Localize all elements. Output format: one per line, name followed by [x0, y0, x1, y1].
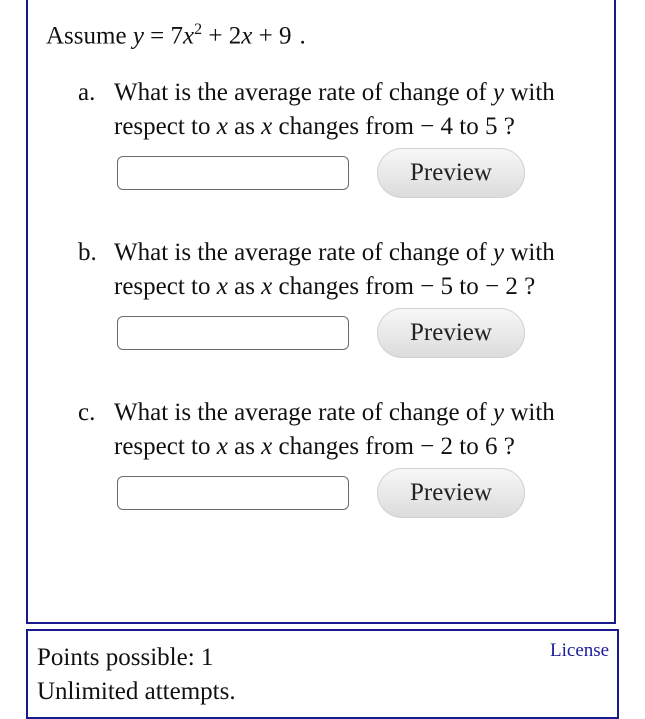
- part-b-qmark: ?: [524, 273, 536, 300]
- part-c-to-word: to: [459, 433, 479, 460]
- part-a-line1-prefix: What is the average rate of change of: [114, 79, 487, 106]
- part-c-to: 6: [484, 433, 498, 460]
- part-a-line1: [114, 76, 555, 110]
- part-a-line2-var2: x: [261, 113, 273, 140]
- part-a-line2-prefix: respect to: [114, 113, 211, 140]
- part-b-line1: [114, 236, 555, 270]
- part-a-qmark: ?: [503, 113, 515, 140]
- part-c-line2-mid: as: [234, 433, 255, 460]
- part-c-line1: [114, 396, 555, 430]
- part-c-qmark: ?: [503, 433, 515, 460]
- part-b-to-word: to: [459, 273, 479, 300]
- part-b-line2-mid: as: [234, 273, 255, 300]
- part-c-line2-var2: x: [261, 433, 273, 460]
- question-stem: [46, 14, 306, 52]
- stem-y-variable: y: [132, 22, 144, 50]
- stem-coef-a: 7: [170, 22, 184, 50]
- part-c-line2-var1: x: [216, 433, 228, 460]
- preview-button-a[interactable]: Preview: [377, 148, 525, 198]
- stem-x-variable-2: x: [241, 22, 253, 50]
- part-b-from: − 5: [420, 273, 454, 300]
- part-a-line2-changes: changes from: [278, 113, 414, 140]
- part-b-line1-var: y: [492, 239, 505, 266]
- stem-plus-2: +: [258, 22, 273, 50]
- stem-exponent: 2: [194, 21, 203, 38]
- part-a-line2-mid: as: [234, 113, 255, 140]
- stem-constant: 9: [278, 22, 292, 50]
- part-a-line1-var: y: [492, 79, 505, 106]
- part-b-label: b.: [78, 239, 97, 266]
- part-a-line2-var1: x: [216, 113, 228, 140]
- part-a-to-word: to: [459, 113, 479, 140]
- part-c-from: − 2: [420, 433, 454, 460]
- part-c-line1-suffix: with: [510, 399, 555, 426]
- points-possible: Points possible: 1: [37, 644, 214, 671]
- stem-coef-b: 2: [228, 22, 242, 50]
- part-c-line2: [114, 430, 515, 464]
- part-c-line1-prefix: What is the average rate of change of: [114, 399, 487, 426]
- answer-input-c[interactable]: [117, 476, 349, 510]
- preview-button-c[interactable]: Preview: [377, 468, 525, 518]
- part-b-line1-suffix: with: [510, 239, 555, 266]
- license-link[interactable]: License: [550, 640, 610, 661]
- preview-button-b[interactable]: Preview: [377, 308, 525, 358]
- part-a-label: a.: [78, 79, 96, 106]
- stem-period: .: [299, 22, 306, 50]
- stem-x-variable: x: [183, 22, 195, 50]
- answer-input-b[interactable]: [117, 316, 349, 350]
- part-a-to: 5: [484, 113, 498, 140]
- stem-plus-1: +: [208, 22, 223, 50]
- part-c-line1-var: y: [492, 399, 505, 426]
- part-b-line2-var2: x: [261, 273, 273, 300]
- attempts-info: Unlimited attempts.: [37, 678, 236, 705]
- part-b-line2: [114, 270, 535, 304]
- part-b-line2-prefix: respect to: [114, 273, 211, 300]
- answer-input-a[interactable]: [117, 156, 349, 190]
- part-c-line2-prefix: respect to: [114, 433, 211, 460]
- part-a-line1-suffix: with: [510, 79, 555, 106]
- part-b-to: − 2: [484, 273, 518, 300]
- part-a-from: − 4: [420, 113, 454, 140]
- part-a-line2: [114, 110, 515, 144]
- part-b-line2-changes: changes from: [278, 273, 414, 300]
- stem-prefix: Assume: [46, 22, 127, 50]
- part-b-line2-var1: x: [216, 273, 228, 300]
- part-c-label: c.: [78, 399, 96, 426]
- part-b-line1-prefix: What is the average rate of change of: [114, 239, 487, 266]
- stem-equals: =: [150, 22, 165, 50]
- part-c-line2-changes: changes from: [278, 433, 414, 460]
